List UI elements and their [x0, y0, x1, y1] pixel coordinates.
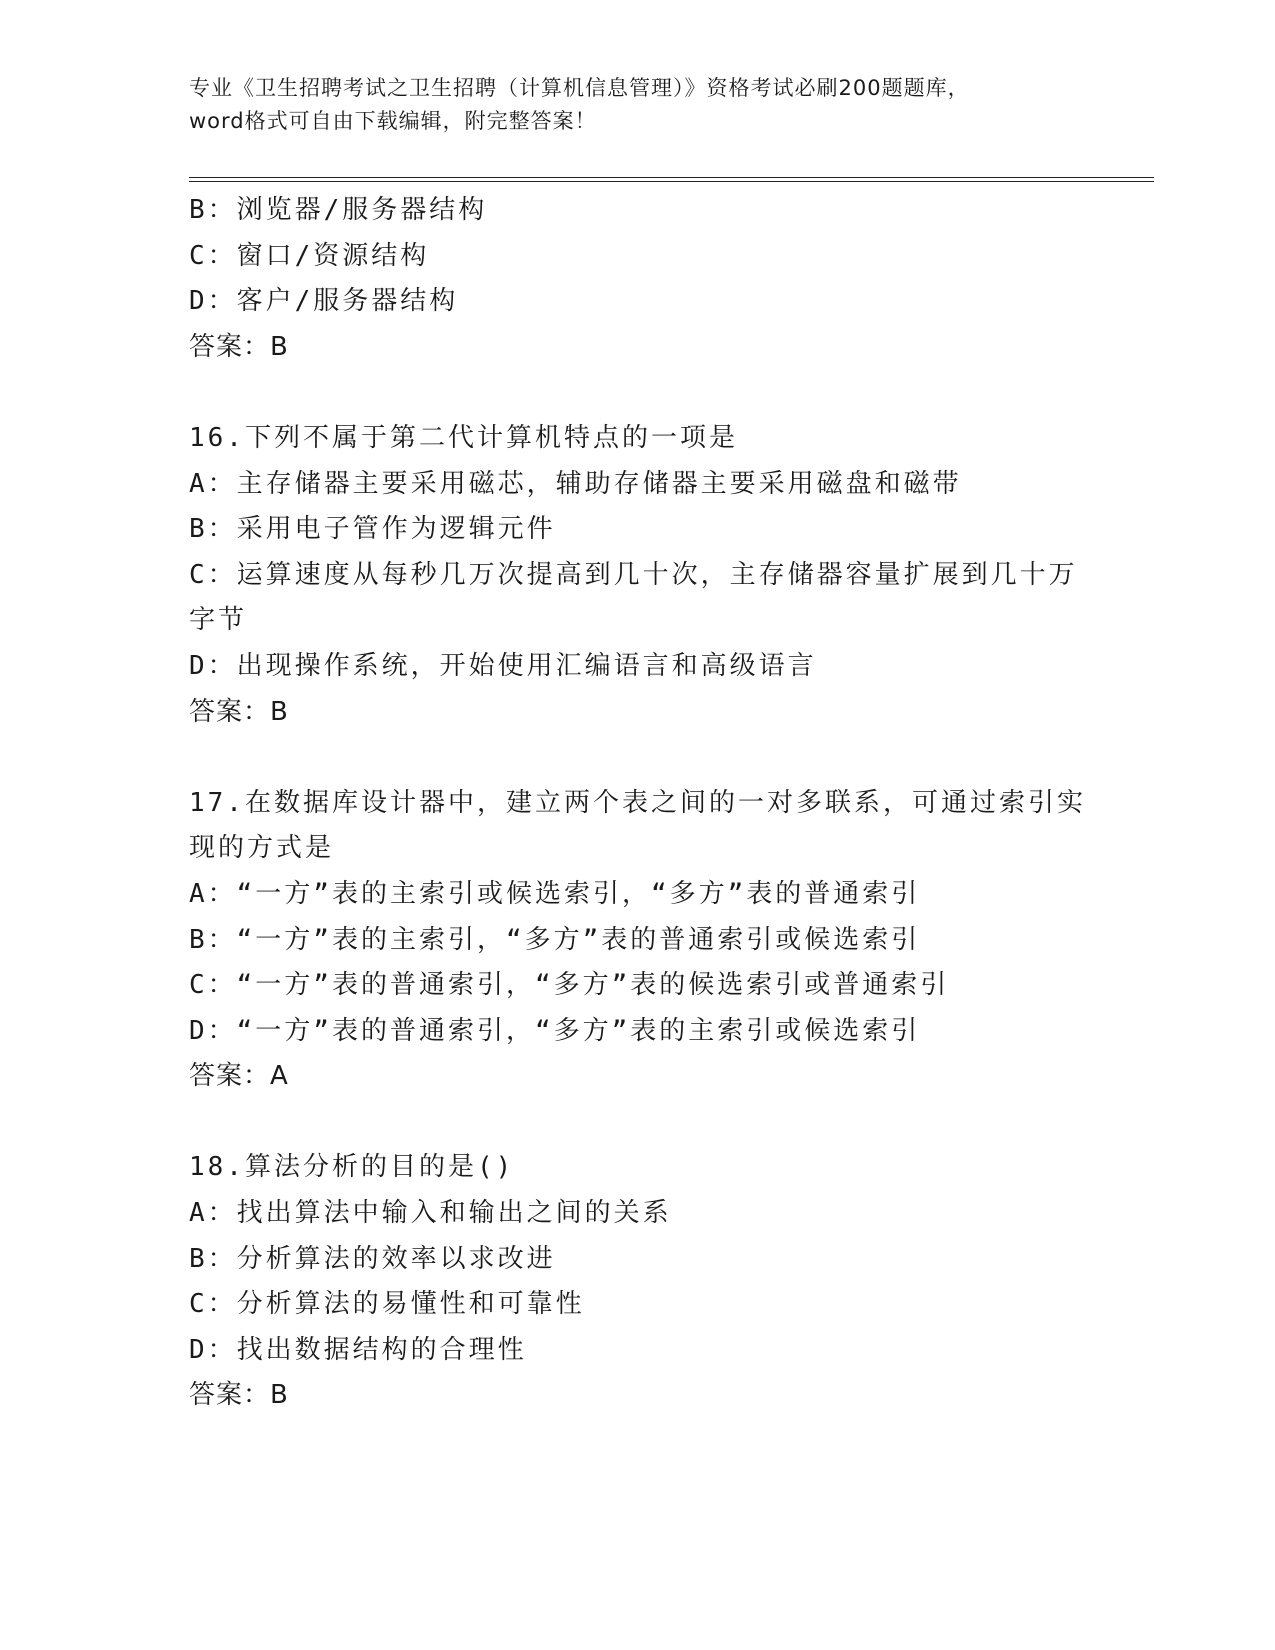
header-title-line2: word格式可自由下载编辑，附完整答案！: [189, 109, 597, 133]
option-c-line2: 字节: [189, 605, 248, 636]
question-17: [189, 781, 1089, 1100]
option-c: C：分析算法的易懂性和可靠性: [189, 1289, 585, 1320]
question-18: [189, 1145, 1089, 1419]
option-b: B：浏览器/服务器结构: [189, 195, 488, 225]
option-b: B：“一方”表的主索引，“多方”表的普通索引或候选索引: [189, 924, 921, 955]
option-b: B：分析算法的效率以求改进: [189, 1243, 556, 1274]
question-stem-line2: 现的方式是: [189, 833, 335, 864]
option-a: A：“一方”表的主索引或候选索引，“多方”表的普通索引: [189, 878, 921, 909]
question-list: [189, 188, 1089, 1419]
question-16: [189, 416, 1089, 735]
option-a: A：主存储器主要采用磁芯，辅助存储器主要采用磁盘和磁带: [189, 468, 962, 499]
option-c: C：窗口/资源结构: [189, 240, 430, 271]
option-a: A：找出算法中输入和输出之间的关系: [189, 1198, 672, 1229]
spacer: [189, 1100, 1089, 1146]
header-divider-top: [189, 177, 1154, 178]
header-title-line1: 专业《卫生招聘考试之卫生招聘（计算机信息管理）》资格考试必刷200题题库，: [189, 76, 970, 100]
option-c-line1: C：运算速度从每秒几万次提高到几十次，主存储器容量扩展到几十万: [189, 559, 1078, 590]
answer: 答案：B: [189, 696, 289, 727]
option-d: D：找出数据结构的合理性: [189, 1334, 527, 1365]
document-header: [189, 72, 1089, 138]
answer: 答案：B: [189, 331, 289, 362]
spacer: [189, 370, 1089, 416]
question-stem: 16.下列不属于第二代计算机特点的一项是: [189, 422, 738, 453]
question-15-tail: [189, 188, 1089, 370]
question-stem-line1: 17.在数据库设计器中，建立两个表之间的一对多联系，可通过索引实: [189, 787, 1086, 818]
option-d: D：出现操作系统，开始使用汇编语言和高级语言: [189, 650, 817, 681]
option-b: B：采用电子管作为逻辑元件: [189, 514, 556, 545]
option-c: C：“一方”表的普通索引，“多方”表的候选索引或普通索引: [189, 970, 950, 1001]
header-divider-bottom: [189, 181, 1154, 182]
answer: 答案：A: [189, 1061, 289, 1092]
option-d: D：“一方”表的普通索引，“多方”表的主索引或候选索引: [189, 1015, 921, 1046]
question-stem: 18.算法分析的目的是(): [189, 1152, 515, 1183]
spacer: [189, 735, 1089, 781]
answer: 答案：B: [189, 1380, 289, 1411]
option-d: D：客户/服务器结构: [189, 286, 459, 317]
